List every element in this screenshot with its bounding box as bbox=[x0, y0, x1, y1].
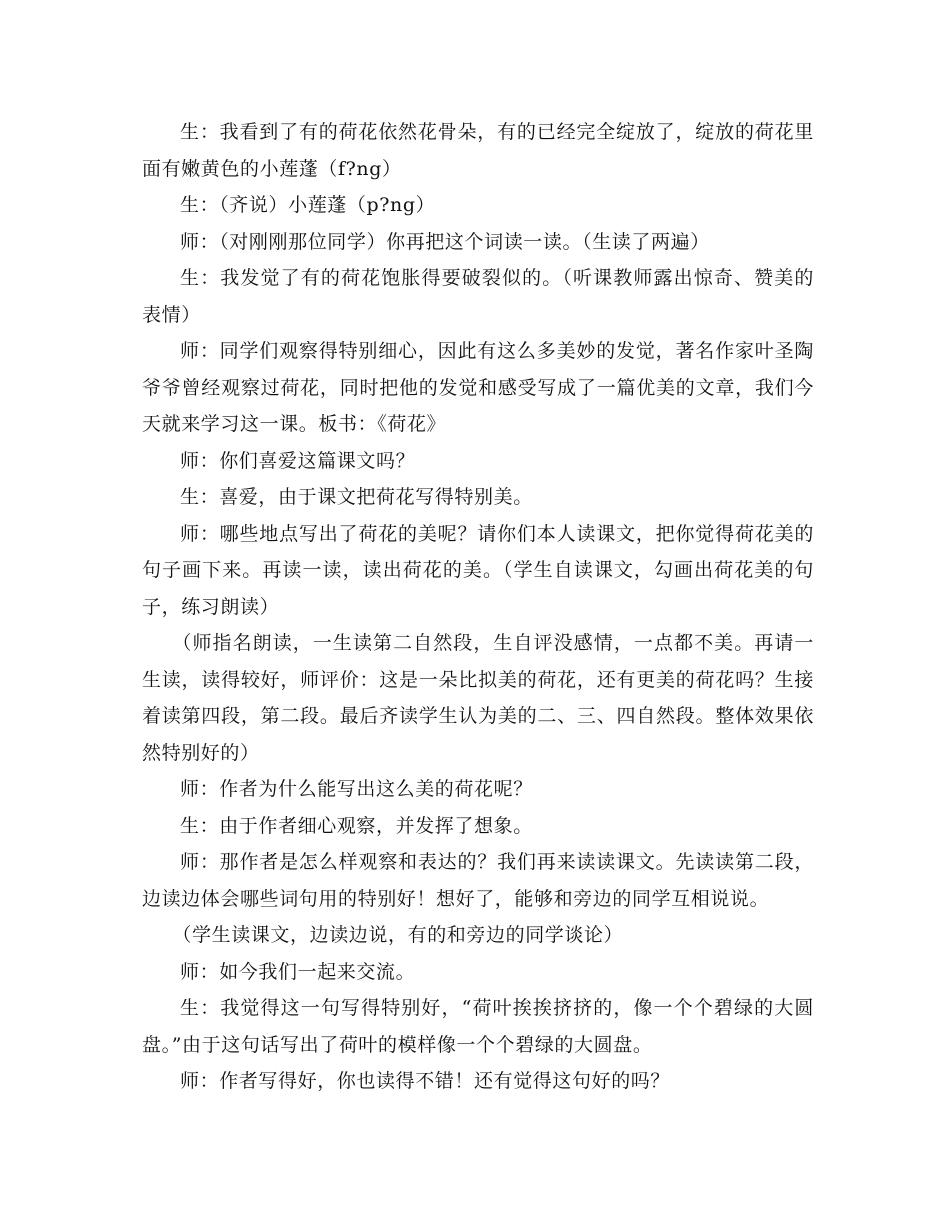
paragraph: 师：作者为什么能写出这么美的荷花呢？ bbox=[180, 778, 533, 800]
paragraph: 生：（齐说）小莲蓬（p?ng） bbox=[180, 194, 436, 216]
paragraph: 师：如今我们一起来交流。 bbox=[180, 960, 416, 983]
document-page bbox=[142, 114, 814, 1100]
paragraph: 师：哪些地点写出了荷花的美呢？请你们本人读课文，把你觉得荷花美的句子画下来。再读一读，读出荷花的美。（学生自读课文，勾画出荷花美的句子，练习朗读） bbox=[142, 522, 814, 618]
paragraph: 师：同学们观察得特别细心，因此有这么多美妙的发觉，著名作家叶圣陶爷爷曾经观察过荷花，同时把他的发觉和感受写成了一篇优美的文章，我们今天就来学习这一课。板书：《荷花》 bbox=[142, 340, 814, 435]
paragraph: 生：我觉得这一句写得特别好，“荷叶挨挨挤挤的，像一个个碧绿的大圆盘。”由于这句话写出了荷叶的模样像一个个碧绿的大圆盘。 bbox=[142, 997, 814, 1056]
paragraph: （学生读课文，边读边说，有的和旁边的同学谈论） bbox=[172, 924, 624, 946]
paragraph: 师：作者写得好，你也读得不错！还有觉得这句好的吗？ bbox=[180, 1070, 671, 1092]
paragraph: 生：喜爱，由于课文把荷花写得特别美。 bbox=[180, 486, 533, 508]
paragraph: 生：我发觉了有的荷花饱胀得要破裂似的。（听课教师露出惊奇、赞美的表情） bbox=[142, 267, 814, 326]
paragraph: 生：我看到了有的荷花依然花骨朵，有的已经完全绽放了，绽放的荷花里面有嫩黄色的小莲蓬（f?ng） bbox=[142, 121, 814, 180]
paragraph: 师：那作者是怎么样观察和表达的？我们再来读读课文。先读读第二段，边读边体会哪些词句用的特别好！想好了，能够和旁边的同学互相说说。 bbox=[142, 851, 814, 910]
paragraph: 师：你们喜爱这篇课文吗？ bbox=[180, 449, 416, 472]
paragraph: 生：由于作者细心观察，并发挥了想象。 bbox=[180, 814, 533, 837]
paragraph: （师指名朗读，一生读第二自然段，生自评没感情，一点都不美。再请一生读，读得较好，师评价：这是一朵比拟美的荷花，还有更美的荷花吗？生接着读第四段，第二段。最后齐读学生认为美的二、三、四自然段。整体效果依然特别好的） bbox=[142, 632, 814, 764]
paragraph: 师：（对刚刚那位同学）你再把这个词读一读。（生读了两遍） bbox=[180, 230, 710, 253]
